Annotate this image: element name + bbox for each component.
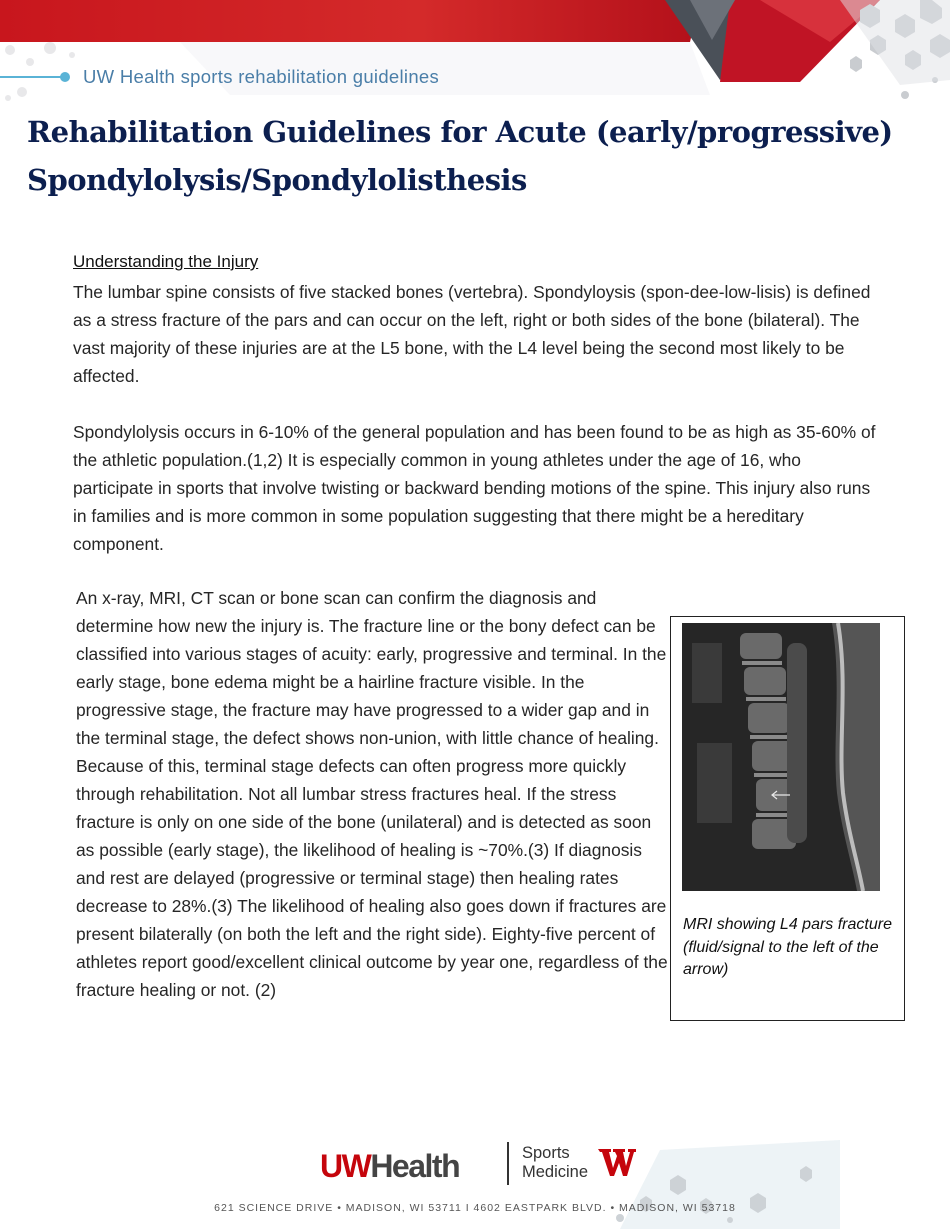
mri-image bbox=[682, 623, 880, 891]
header-accent-dot bbox=[60, 72, 70, 82]
footer-address: 621 SCIENCE DRIVE • MADISON, WI 53711 I 4602 EASTPARK BLVD. • MADISON, WI 53718 bbox=[214, 1202, 736, 1214]
wisconsin-w-icon bbox=[598, 1146, 636, 1178]
mri-figure bbox=[670, 616, 905, 1021]
paragraph-diagnosis: An x-ray, MRI, CT scan or bone scan can confirm the diagnosis and determine how new the injury is. The fracture line or the bony defect can be classified into various stages of acuity: early, progressive and terminal. In the early stage, bone edema might be a hairline fracture visible. In the progressive stage, the fracture may have progressed to a wider gap and in the terminal stage, the defect shows non-union, with little chance of healing. Because of this, terminal stage defects can often progress more quickly through rehabilitation. Not all lumbar stress fractures heal. If the stress fracture is only on one side of the bone (unilateral) and is detected as soon as possible (early stage), the likelihood of healing is ~70%.(3) If diagnosis and rest are delayed (progressive or terminal stage) then healing rates decrease to 28%.(3) The likelihood of healing also goes down if fractures are present bilaterally (on both the left and the right side). Eighty-five percent of athletes report good/excellent clinical outcome by year one, regardless of the fracture healing or not. (2) bbox=[76, 588, 668, 1000]
sports-medicine-label bbox=[522, 1144, 588, 1182]
header-banner bbox=[0, 0, 950, 110]
logo-sports-text: Sports bbox=[522, 1144, 570, 1162]
page-title bbox=[27, 108, 927, 204]
logo-divider bbox=[507, 1142, 509, 1185]
logo-uw-text: UW bbox=[320, 1148, 371, 1184]
logo-health-text: Health bbox=[370, 1148, 460, 1184]
mri-caption: MRI showing L4 pars fracture (fluid/signal to the left of the arrow) bbox=[683, 916, 892, 978]
series-label: UW Health sports rehabilitation guidelines bbox=[83, 66, 440, 87]
page-title-line-2: Spondylolysis/Spondylolisthesis bbox=[27, 163, 527, 197]
paragraph-prevalence: Spondylolysis occurs in 6-10% of the general population and has been found to be as high as 35-60% of the athletic population.(1,2) It is especially common in young athletes under the age of 16, who participate in sports that involve twisting or backward bending motions of the spine. This injury also runs in families and is more common in some population suggesting that there might be a hereditary component. bbox=[73, 422, 876, 554]
footer-hex-pattern bbox=[600, 1140, 840, 1229]
paragraph-lumbar-spine: The lumbar spine consists of five stacked bones (vertebra). Spondyloysis (spon-dee-low-lisis) is defined as a stress fracture of the pars and can occur on the left, right or both sides of the bone (bilateral). The vast majority of these injuries are at the L5 bone, with the L4 level being the second most likely to be affected. bbox=[73, 282, 871, 386]
uw-health-wordmark bbox=[320, 1148, 459, 1185]
page-title-line-1: Rehabilitation Guidelines for Acute (early/progressive) bbox=[27, 115, 893, 149]
section-heading: Understanding the Injury bbox=[73, 252, 259, 271]
header-accent-line bbox=[0, 76, 64, 78]
logo-medicine-text: Medicine bbox=[522, 1163, 589, 1181]
